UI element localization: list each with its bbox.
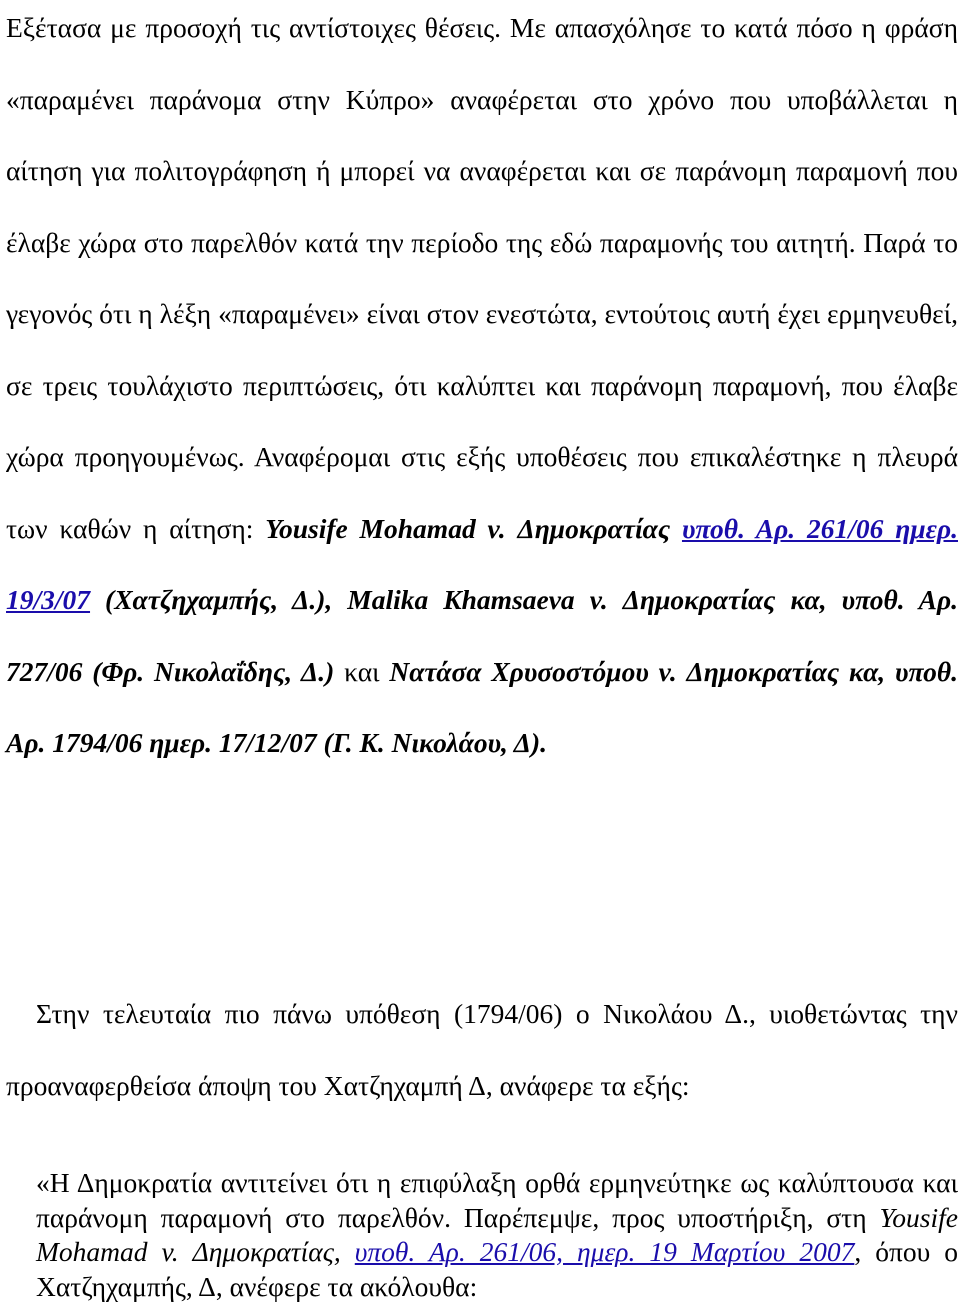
case-yousife-name: Yousife Mohamad v. Δημοκρατίας — [265, 512, 682, 544]
case-chrysostomou-citation: Νατάσα Χρυσοστόμου v. Δημοκρατίας κα, υποθ. Αρ. 1794/06 ημερ. 17/12/07 (Γ. Κ. Νικολάου, Δ). — [6, 655, 958, 758]
case-261-06-link[interactable]: υποθ. Αρ. 261/06 ημερ. 19/3/07 — [6, 512, 958, 615]
quoted-passage — [36, 1166, 958, 1304]
and-word: και — [334, 655, 390, 687]
paragraph-1 — [6, 0, 958, 779]
quote-case-link[interactable]: υποθ. Αρ. 261/06, ημερ. 19 Μαρτίου 2007 — [354, 1236, 855, 1267]
quote-text-end: , όπου ο Χατζηχαμπής, Δ, ανέφερε τα ακόλουθα: — [36, 1236, 959, 1302]
quote-text-start: «Η Δημοκρατία αντιτείνει ότι η επιφύλαξη ορθά ερμηνεύτηκε ως καλύπτουσα και παράνομη παραμονή στο παρελθόν. Παρέπεμψε, προς υποστήριξη, στη — [36, 1167, 958, 1233]
paragraph-1-text: Εξέτασα με προσοχή τις αντίστοιχες θέσεις. Με απασχόλησε το κατά πόσο η φράση «παραμένει παράνομα στην Κύπρο» αναφέρεται στο χρόνο που υποβάλλεται η αίτηση για πολιτογράφηση ή μπορεί να αναφέρεται και σε παράνομη παραμονή που έλαβε χώρα στο παρελθόν κατά την περίοδο της εδώ παραμονής του αιτητή. Παρά το γεγονός ότι η λέξη «παραμένει» είναι στον ενεστώτα, εντούτοις αυτή έχει ερμηνευθεί, σε τρεις τουλάχιστο περιπτώσεις, ότι καλύπτει και παράνομη παραμονή, που έλαβε χώρα προηγουμένως. Αναφέρομαι στις εξής υποθέσεις που επικαλέστηκε η πλευρά των καθών η αίτηση: — [6, 12, 958, 544]
paragraph-2-text: Στην τελευταία πιο πάνω υπόθεση (1794/06) ο Νικολάου Δ., υιοθετώντας την προαναφερθείσα άποψη του Χατζηχαμπή Δ, ανάφερε τα εξής: — [6, 998, 958, 1101]
paragraph-2 — [6, 978, 958, 1121]
quote-space — [341, 1236, 355, 1267]
case-khamsaeva-citation: (Χατζηχαμπής, Δ.), Malika Khamsaeva v. Δημοκρατίας κα, υποθ. Αρ. 727/06 (Φρ. Νικολαΐδης, Δ.) — [6, 584, 958, 687]
quote-case-name: Yousife Mohamad v. Δημοκρατίας, — [36, 1201, 958, 1267]
